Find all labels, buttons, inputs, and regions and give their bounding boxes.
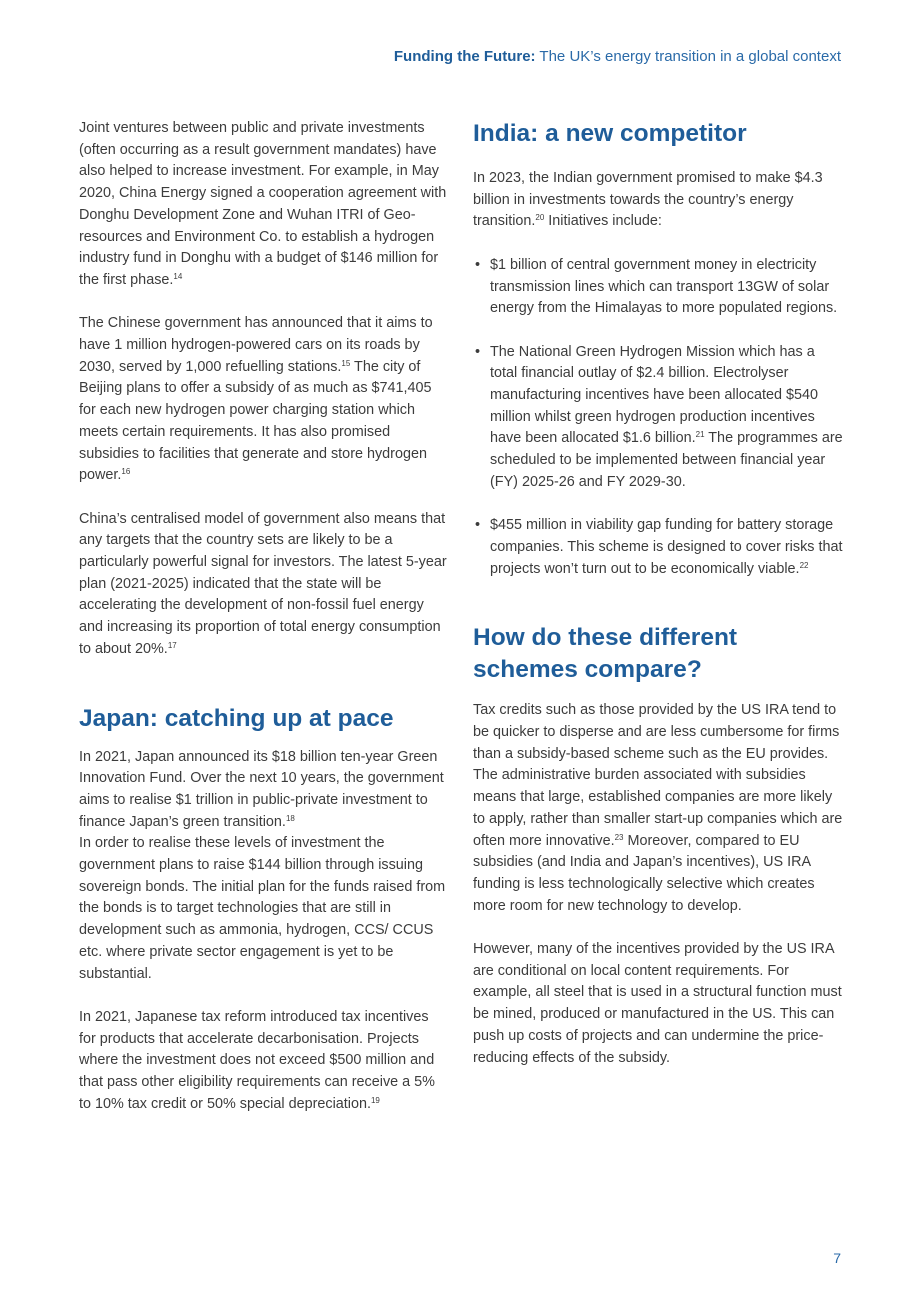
page-number: 7 <box>833 1250 841 1266</box>
bullet-icon: • <box>475 517 481 534</box>
footnote-ref: 15 <box>341 358 351 368</box>
paragraph-text: Joint ventures between public and private investments (often occurring as a result government mandates) have also helped to increase investment. For example, in May 2020, China Energy signed a cooperation agreement with Donghu Development Zone and Wuhan ITRI of Geo-resources and Environment Co. to establish a hydrogen industry fund in Donghu with a budget of $146 million for the first phase. <box>79 120 447 288</box>
bullet-icon: • <box>475 343 481 360</box>
footnote-ref: 20 <box>535 213 545 223</box>
heading-line: schemes compare? <box>473 656 702 684</box>
list-item <box>473 515 843 580</box>
china-centralised-paragraph <box>79 509 447 661</box>
left-column <box>79 118 447 1115</box>
compare-heading <box>473 622 843 686</box>
japan-fund-paragraph <box>79 747 447 986</box>
india-heading: India: a new competitor <box>473 120 747 147</box>
footnote-ref: 18 <box>285 813 295 823</box>
paragraph-text: China’s centralised model of government also means that any targets that the country sets are likely to be a particularly powerful signal for investors. The latest 5-year plan (2021-2025) indicated that the state will be accelerating the development of non-fossil fuel energy and increasing its proportion of total energy consumption to about 20%. <box>79 510 447 657</box>
japan-tax-paragraph <box>79 1007 447 1116</box>
footnote-ref: 16 <box>121 467 131 477</box>
paragraph-text: Tax credits such as those provided by the US IRA tend to be quicker to disperse and are less cumbersome for firms than a subsidy-based scheme such as the EU provides. The administrative burden associated with subsidies means that large, established companies are more likely to apply, rather than smaller start-up companies which are often more innovative. <box>473 702 843 849</box>
footnote-ref: 19 <box>370 1095 380 1105</box>
paragraph-text: In 2023, the Indian government promised to make $4.3 billion in investments towards the country’s energy transition. <box>473 170 823 230</box>
list-item-text: $1 billion of central government money in electricity transmission lines which can transport 13GW of solar energy from the Himalayas to more populated regions. <box>490 256 838 317</box>
heading-line: How do these different <box>473 624 738 652</box>
compare-paragraph <box>473 700 843 917</box>
india-initiatives-list <box>473 255 843 581</box>
paragraph-text: However, many of the incentives provided by the US IRA are conditional on local content requirements. For example, all steel that is used in a structural function must be mined, produced or manufactured in the US. This can push up costs of projects and can undermine the price-reducing effects of the subsidy. <box>473 941 842 1066</box>
list-item-text: $455 million in viability gap funding for battery storage companies. This scheme is designed to cover risks that projects won’t turn out to be economically viable. <box>490 517 843 577</box>
paragraph-text: The city of Beijing plans to offer a subsidy of as much as $741,405 for each new hydrogen power charging station which meets certain requirements. It has also promised subsidies to facilities that generate and store hydrogen power. <box>79 358 432 484</box>
list-item-text: The programmes are scheduled to be implemented between financial year (FY) 2025-26 and FY 2029-30. <box>490 430 843 490</box>
paragraph-text: Initiatives include: <box>544 213 662 230</box>
ira-content-paragraph <box>473 939 843 1069</box>
report-title: Funding the Future: <box>393 48 536 65</box>
china-jv-paragraph <box>79 118 447 292</box>
paragraph-text: In 2021, Japan announced its $18 billion ten-year Green Innovation Fund. Over the next 10 years, the government aims to realise $1 trillion in public-private investment to finance Japan’s green transition. <box>79 748 444 830</box>
footnote-ref: 17 <box>167 640 177 650</box>
india-intro-paragraph <box>473 168 843 233</box>
list-item <box>473 342 843 494</box>
list-item <box>473 255 843 320</box>
footnote-ref: 14 <box>173 271 183 281</box>
bullet-icon: • <box>475 256 481 273</box>
paragraph-text: In 2021, Japanese tax reform introduced tax incentives for products that accelerate decarbonisation. Projects where the investment does not exceed $500 million and that pass other eligibility requirements can receive a 5% to 10% tax credit or 50% special depreciation. <box>79 1008 435 1112</box>
list-item-text: The National Green Hydrogen Mission which has a total financial outlay of $2.4 billion. Electrolyser manufacturing incentives have been allocated $540 million whilst green hydrogen production incentives have been allocated $1.6 billion. <box>490 343 819 447</box>
paragraph-text: In order to realise these levels of investment the government plans to raise $144 billion through issuing sovereign bonds. The initial plan for the funds raised from the bonds is to target technologies that are still in development such as ammonia, hydrogen, CCS/ CCUS etc. where private sector engagement is yet to be substantial. <box>79 835 446 982</box>
paragraph-text: The Chinese government has announced that it aims to have 1 million hydrogen-powered cars on its roads by 2030, served by 1,000 refuelling stations. <box>79 315 433 375</box>
footnote-ref: 22 <box>799 560 809 570</box>
footnote-ref: 21 <box>695 430 705 440</box>
right-column <box>473 118 843 1069</box>
running-header <box>394 48 841 65</box>
report-subtitle: The UK’s energy transition in a global context <box>535 48 841 65</box>
japan-heading: Japan: catching up at pace <box>79 704 394 732</box>
paragraph-text: Moreover, compared to EU subsidies (and India and Japan’s incentives), US IRA funding is less technologically selective which creates more room for new technology to develop. <box>473 832 815 914</box>
footnote-ref: 23 <box>614 832 624 842</box>
china-hydrogen-paragraph <box>79 313 447 487</box>
